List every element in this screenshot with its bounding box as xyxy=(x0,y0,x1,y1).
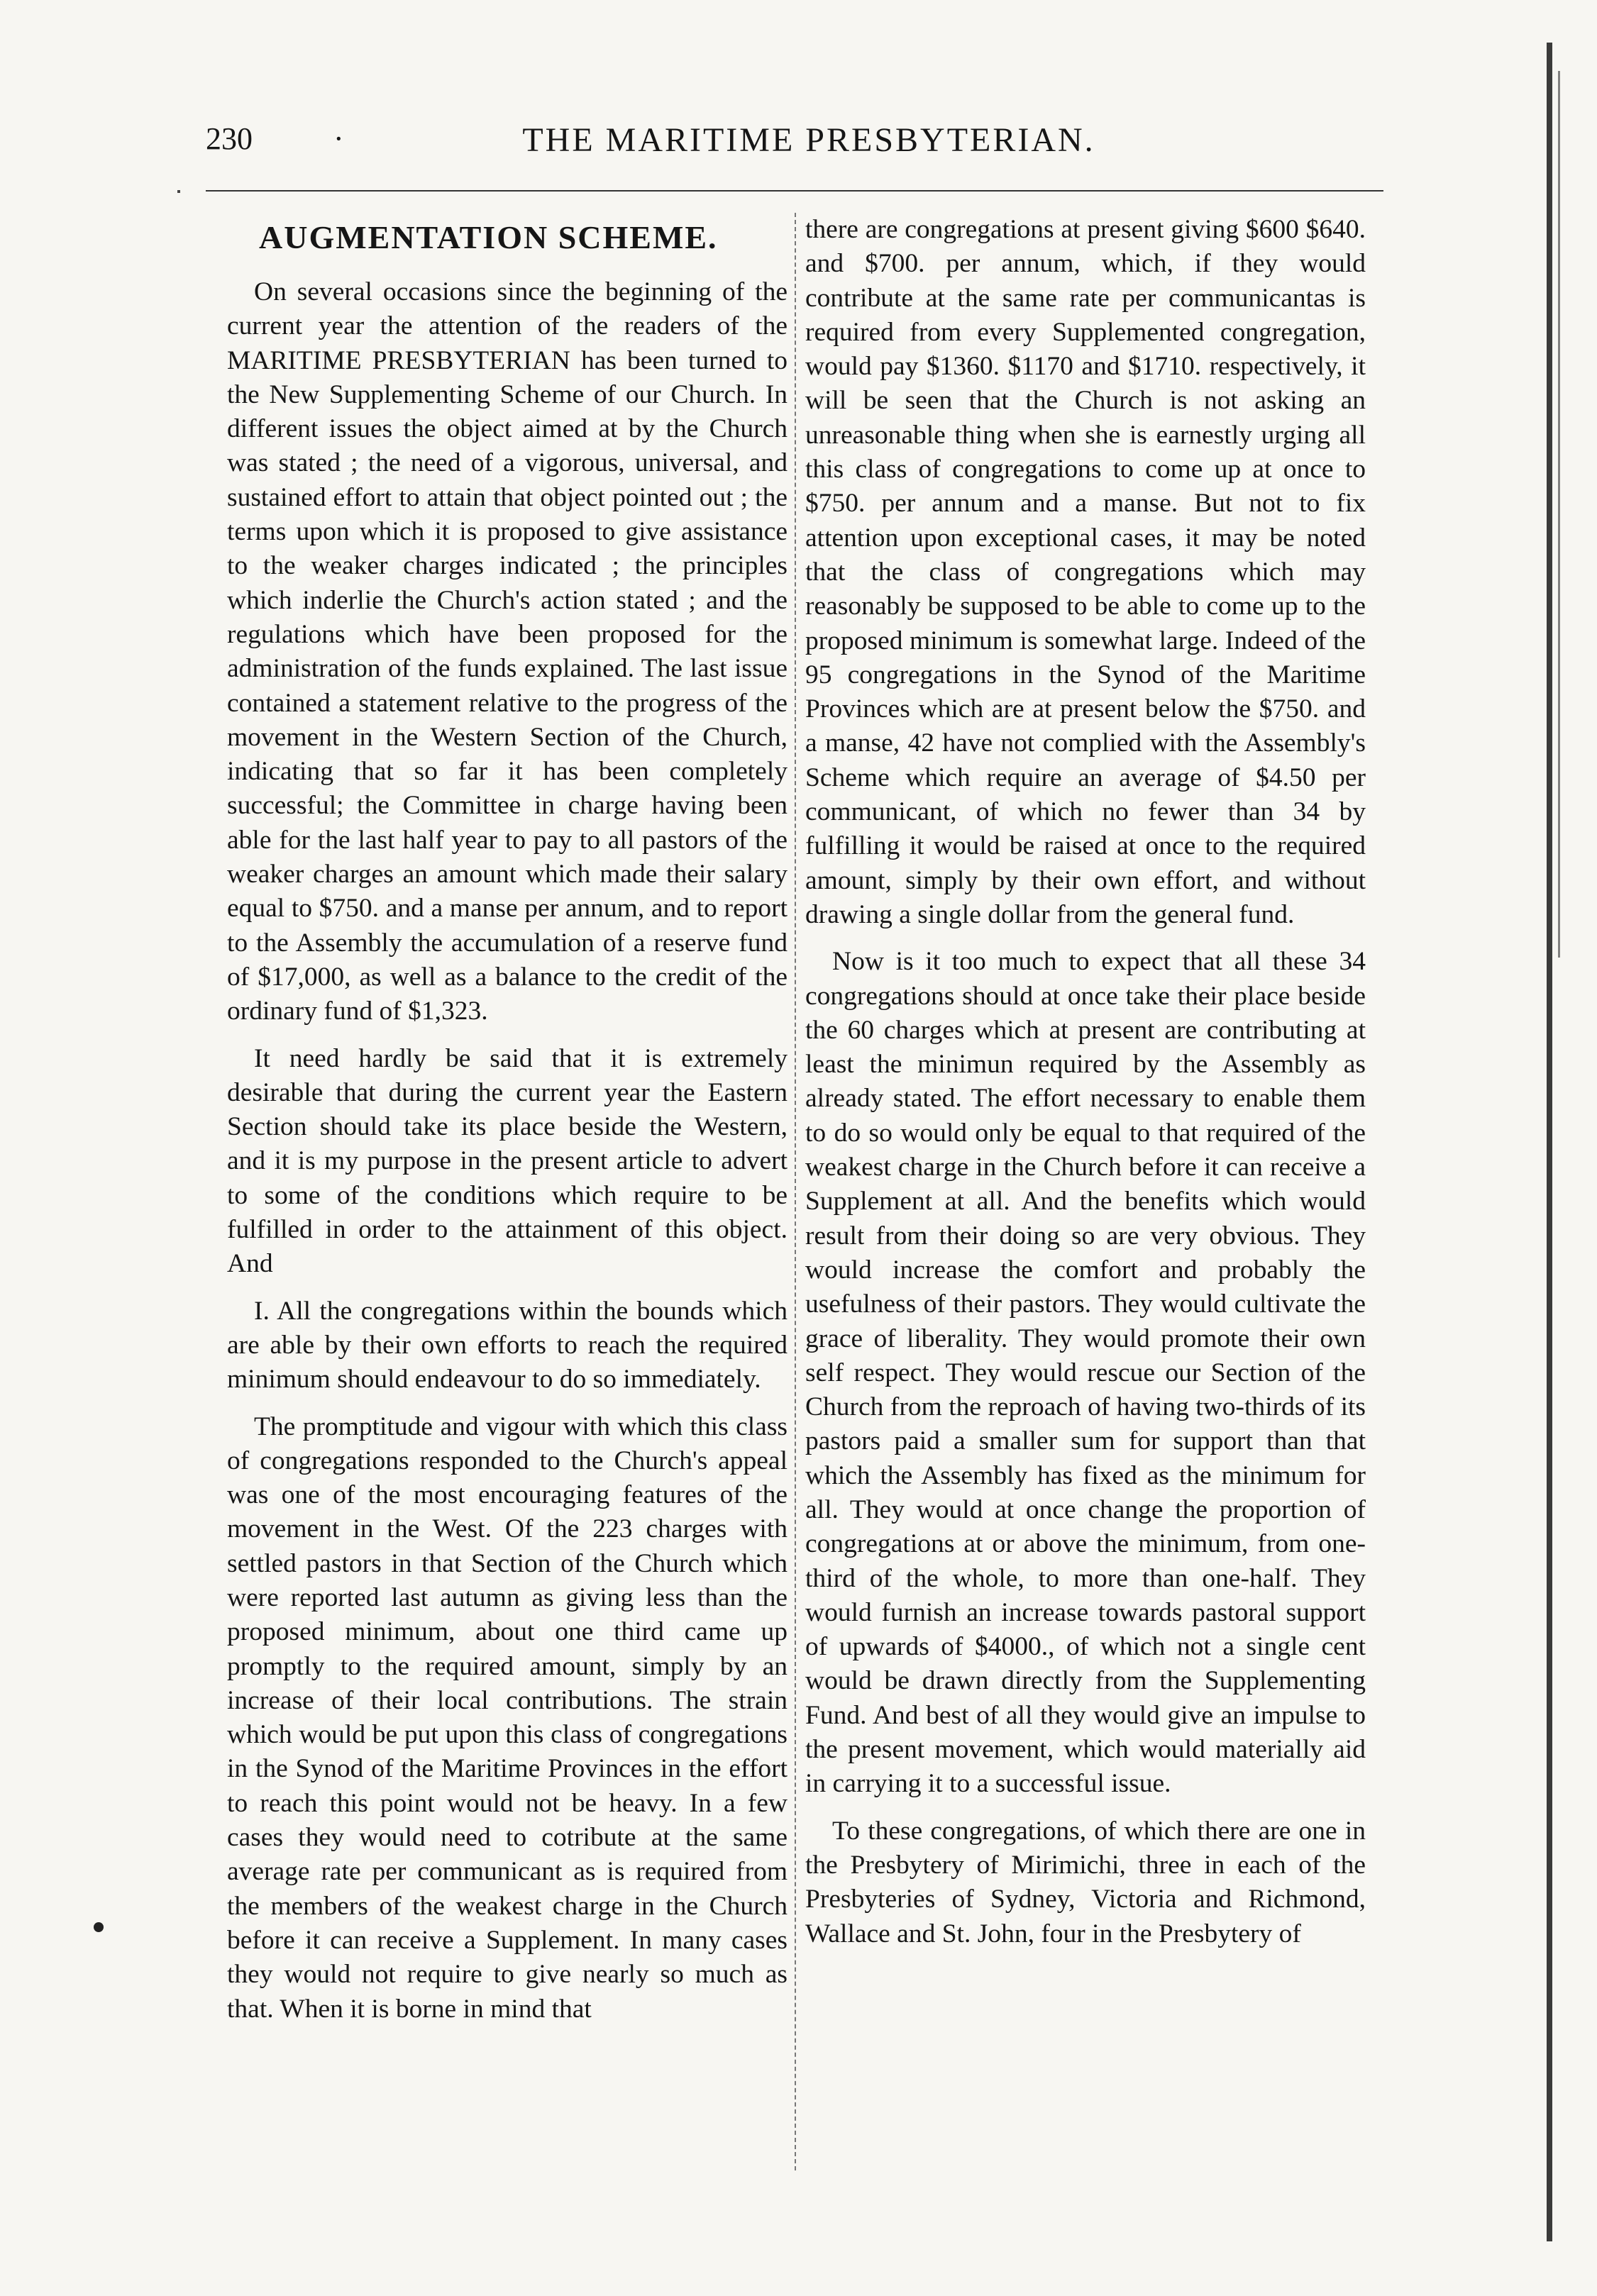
article-paragraph: It need hardly be said that it is extremely desirable that during the current year the Eastern Section should take its place beside the Western, and it is my purpose in the present article to advert to some of the conditions which require to be fulfilled in order to the attainment of this object. And xyxy=(227,1043,788,1279)
article-paragraph: On several occasions since the beginning of the current year the attention of the readers of the MARITIME PRESBYTERIAN has been turned to the New Supplementing Scheme of our Church. In different issues the object aimed at by the Church was stated ; the need of a vigorous, universal, and sustained effort to attain that object pointed out ; the terms upon which it is proposed to give assistance to the weaker charges indicated ; the principles which inderlie the Church's action stated ; and the regulations which have been proposed for the administration of the funds explained. The last issue contained a statement relative to the progress of the movement in the Western Section of the Church, indicating that so far it has been completely successful; the Committee in charge having been able for the last half year to pay to all pastors of the weaker charges an amount which made their salary equal to $750. and a manse per annum, and to report to the Assembly the accumulation of a reserve fund of $17,000, as well as a balance to the credit of the ordinary fund of $1,323. xyxy=(227,277,788,1026)
margin-mark xyxy=(94,1922,104,1932)
page-number: 230 xyxy=(206,121,253,156)
scan-edge-shadow-inner xyxy=(1558,71,1560,958)
right-column xyxy=(805,213,1366,1964)
article-paragraph: To these congregations, of which there are one in the Presbytery of Mirimichi, three in each of the Presbyteries of Sydney, Victoria and Richmond, Wallace and St. John, four in the Presbytery of xyxy=(805,1816,1366,1948)
header-separator: · xyxy=(333,121,344,156)
left-column xyxy=(227,213,788,2039)
article-paragraph: Now is it too much to expect that all these 34 congregations should at once take their place beside the 60 charges which at present are contributing at least the minimun required by the Assembly as already stated. The effort necessary to enable them to do so would only be equal to that required of the weakest charge in the Church before it can receive a Supplement at all. And the benefits which would result from their doing so are very obvious. They would increase the comfort and probably the usefulness of their pastors. They would cultivate the grace of liberality. They would promote their own self respect. They would rescue our Section of the Church from the reproach of having two-thirds of its pastors paid a smaller sum for support than that which the Assembly has fixed as the minimum for all. They would at once change the proportion of congregations at or above the minimum, from one-third of the whole, to more than one-half. They would furnish an increase towards pastoral support of upwards of $4000., of which not a single cent would be drawn directly from the Supplementing Fund. And best of all they would give an impulse to the present movement, which would materially aid in carrying it to a successful issue. xyxy=(805,947,1366,1799)
header-rule xyxy=(206,190,1383,192)
article-paragraph: I. All the congregations within the bounds which are able by their own efforts to reach the required minimum should endeavour to do so immediately. xyxy=(227,1296,788,1394)
article-title: AUGMENTATION SCHEME. xyxy=(259,219,718,255)
scan-edge-shadow xyxy=(1547,43,1552,2241)
journal-title: THE MARITIME PRESBYTERIAN. xyxy=(522,121,1095,159)
column-divider xyxy=(795,213,796,2170)
running-header xyxy=(206,121,1383,170)
article-paragraph: there are congregations at present giving $600 $640. and $700. per annum, which, if they would contribute at the same rate per communicantas is required from every Supplemented congregation, would pay $1360. $1170 and $1710. respectively, it will be seen that the Church is not asking an unreasonable thing when she is earnestly urging all this class of congregations to come up at once to $750. per annum and a manse. But not to fix attention upon exceptional cases, it may be noted that the class of congregations which may reasonably be supposed to be able to come up to the proposed minimum is somewhat large. Indeed of the 95 congregations in the Synod of the Maritime Provinces which are at present below the $750. and a manse, 42 have not complied with the Assembly's Scheme which require an average of $4.50 per communicant, of which no fewer than 34 by fulfilling it would be raised at once to the required amount, simply by their own effort, and without drawing a single dollar from the general fund. xyxy=(805,215,1366,929)
rule-tick xyxy=(177,190,180,193)
article-paragraph: The promptitude and vigour with which this class of congregations responded to the Church's appeal was one of the most encouraging features of the movement in the West. Of the 223 charges with settled pastors in that Section of the Church which were reported last autumn as giving less than the proposed minimum, about one third came up promptly to the required amount, simply by an increase of their local contributions. The strain which would be put upon this class of congregations in the Synod of the Maritime Provinces in the effort to reach this point would not be heavy. In a few cases they would need to cotribute at the same average rate per communicant as is required from the members of the weakest charge in the Church before it can receive a Supplement. In many cases they would not require to give nearly so much as that. When it is borne in mind that xyxy=(227,1412,788,2024)
